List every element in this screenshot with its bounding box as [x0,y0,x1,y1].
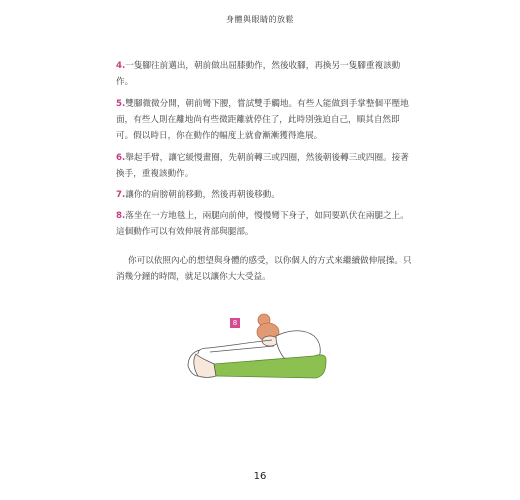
step-6 [116,150,416,182]
step-7 [116,187,416,203]
step-number: 6. [116,153,126,163]
step-text: 舉起手臂，讓它緩慢畫圈，先朝前轉三或四圈，然後朝後轉三或四圈。接著換手，重複該動作。 [116,153,409,179]
closing-paragraph: 你可以依照內心的想望與身體的感受，以你個人的方式來繼續做伸展操。只消幾分鐘的時間，就足以讓你大大受益。 [116,256,412,282]
step-4 [116,58,416,90]
step-text: 落坐在一方地毯上，兩腿向前伸，慢慢彎下身子，如同要趴伏在兩腿之上。這個動作可以有效伸展背部與腿部。 [116,211,409,237]
step-badge: 8 [230,318,240,328]
step-text: 一隻腳往前邁出，朝前做出屈膝動作，然後收腳，再換另一隻腳重複該動作。 [116,61,401,87]
step-number: 8. [116,211,126,221]
step-5 [116,96,416,144]
page-number: 16 [253,471,267,482]
step-text: 雙腳微微分開，朝前彎下腰，嘗試雙手觸地。有些人能做到手掌整個平壓地面，有些人則在離地尚有些微距離就停住了，此時別強迫自己，順其自然即可。假以時日，你在動作的幅度上就會漸漸獲得進展。 [116,99,409,141]
seated-forward-bend-illustration [176,310,346,400]
step-number: 7. [116,190,126,200]
step-number: 4. [116,61,126,71]
step-text: 讓你的肩膀朝前移動，然後再朝後移動。 [125,190,280,200]
step-number: 5. [116,99,126,109]
step-8 [116,208,416,240]
running-header: 身體與眼睛的放鬆 [226,15,294,24]
